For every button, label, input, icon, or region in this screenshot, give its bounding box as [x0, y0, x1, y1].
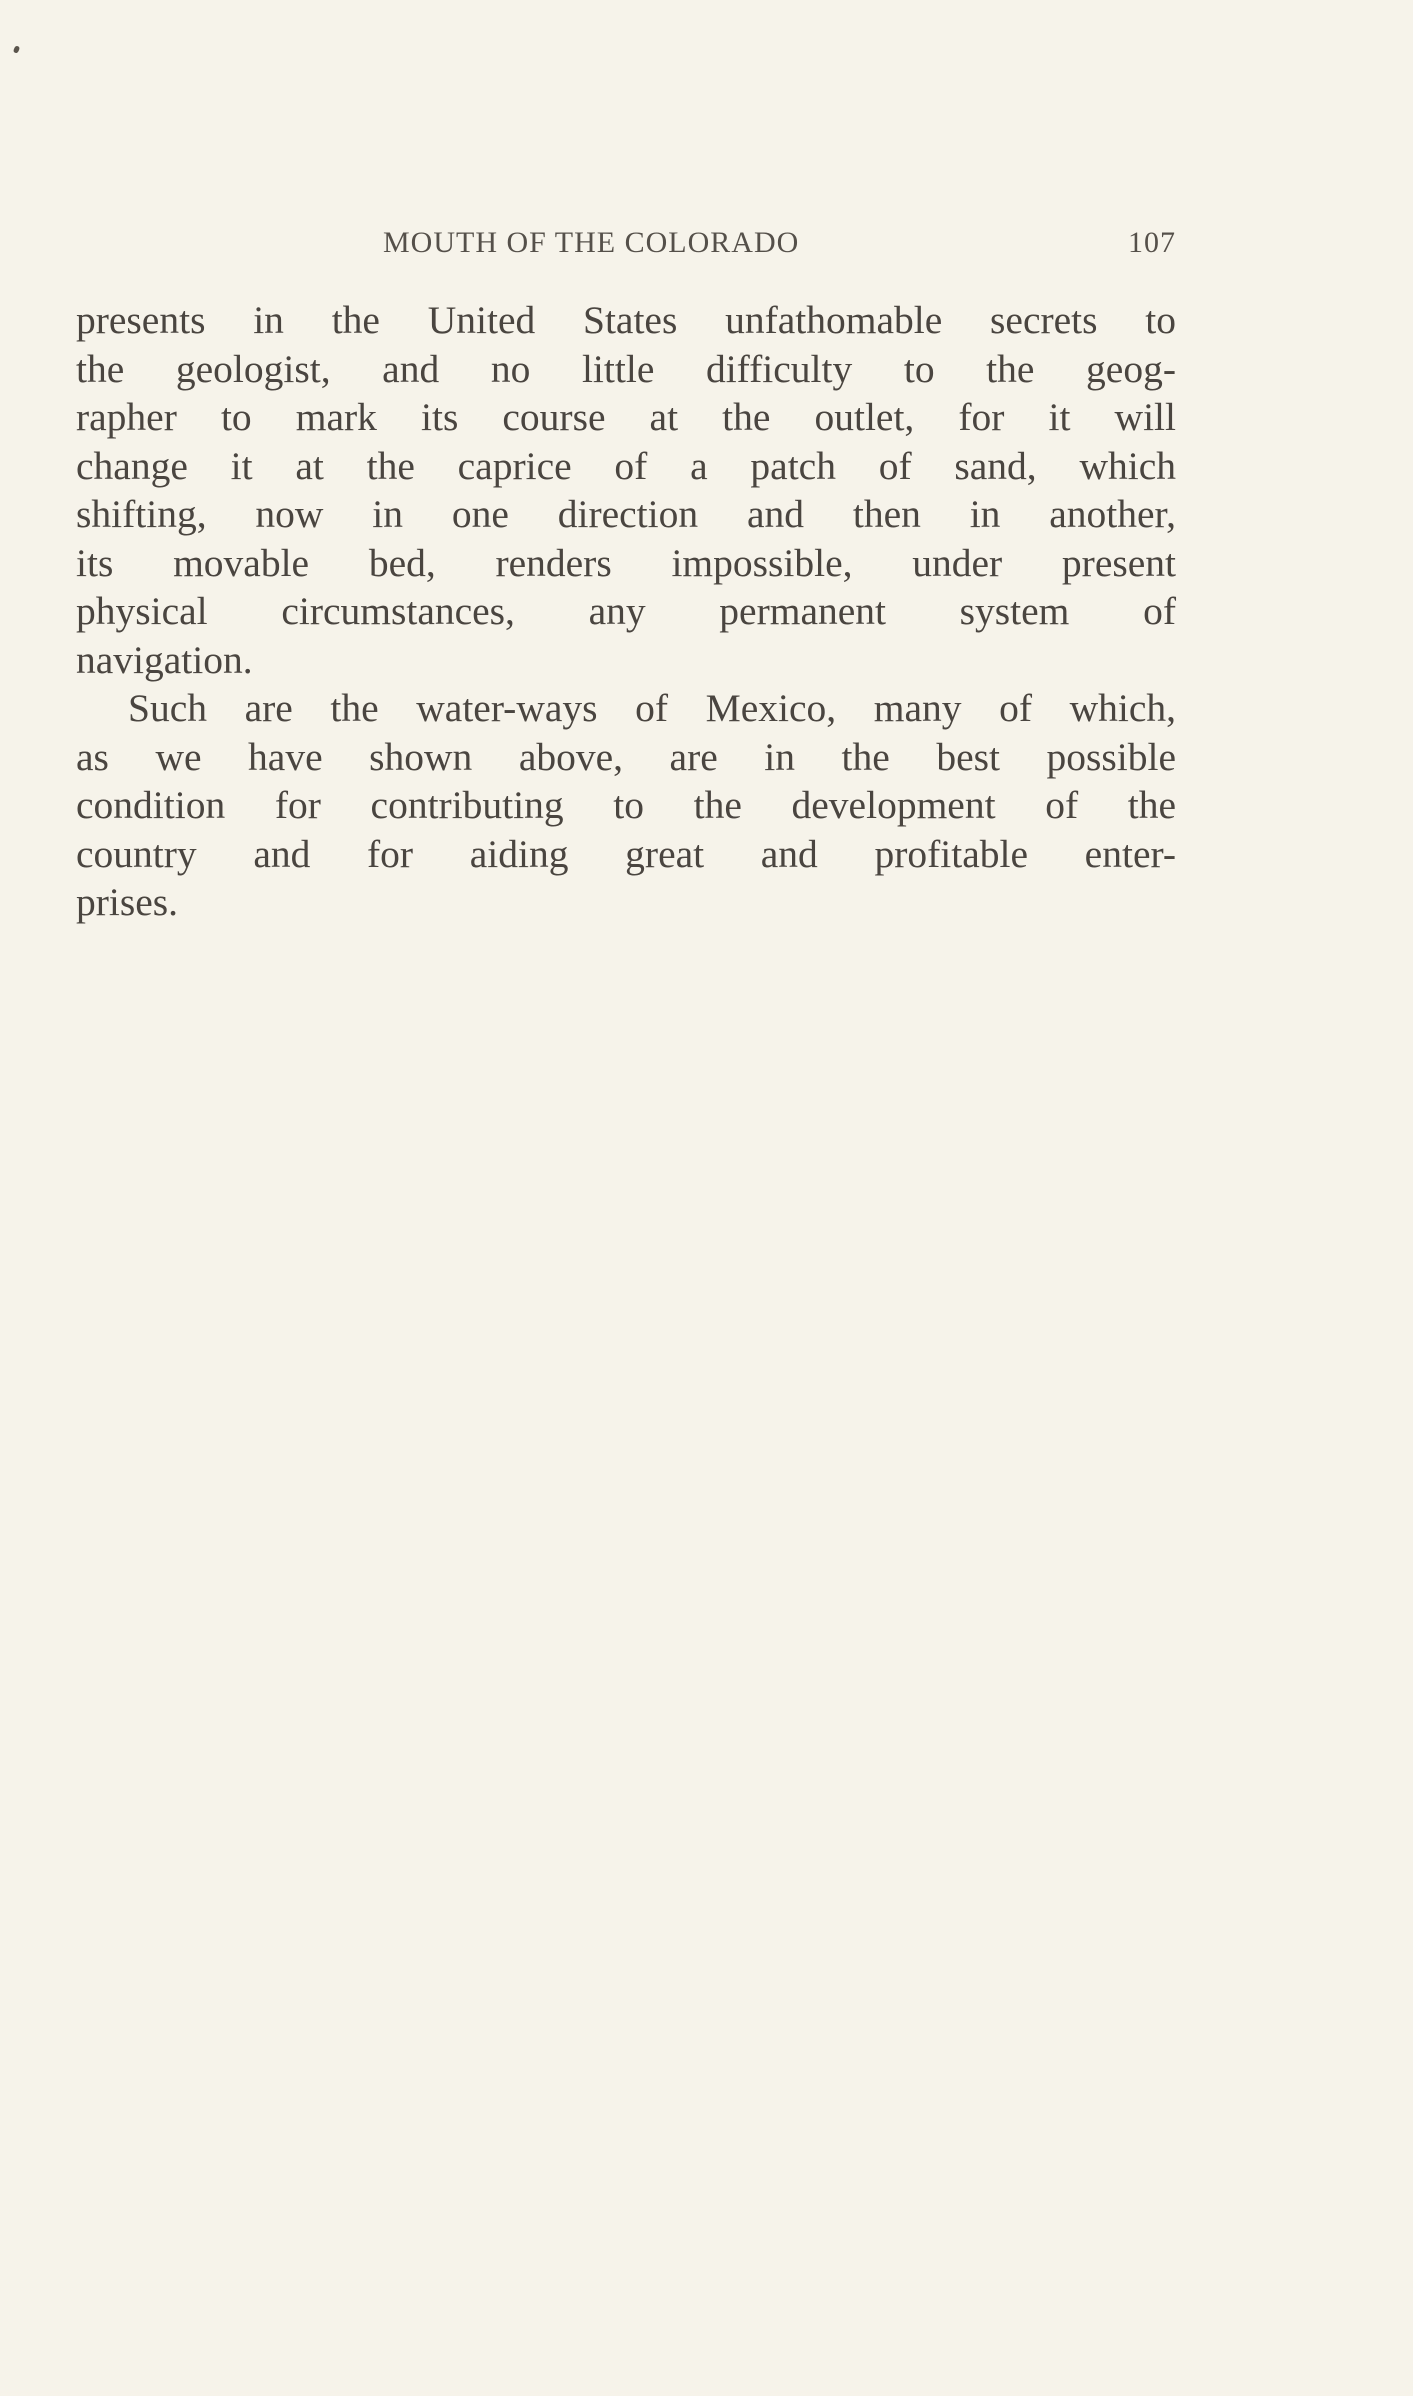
text-line: as we have shown above, are in the best possible	[76, 734, 1176, 779]
body-text	[76, 296, 1176, 927]
text-line: Such are the water-ways of Mexico, many of which,	[128, 686, 1176, 730]
paragraph-2	[76, 684, 1176, 927]
text-line: physical circumstances, any permanent system of	[76, 589, 1176, 633]
text-line: navigation.	[76, 637, 253, 682]
text-line: condition for contributing to the development of the	[76, 783, 1176, 827]
text-line: the geologist, and no little difficulty to the geog-	[76, 346, 1176, 391]
text-line: shifting, now in one direction and then in another,	[76, 492, 1176, 536]
ink-speck	[13, 45, 20, 53]
text-line: its movable bed, renders impossible, under present	[76, 540, 1176, 585]
text-line: rapher to mark its course at the outlet, for it will	[76, 395, 1176, 439]
running-head	[0, 218, 1413, 268]
text-line: prises.	[76, 880, 179, 924]
text-line: presents in the United States unfathomable secrets to	[76, 298, 1176, 342]
running-title: MOUTH OF THE COLORADO	[383, 226, 800, 259]
page-number: 107	[1128, 226, 1176, 259]
text-line: change it at the caprice of a patch of sand, which	[76, 443, 1176, 488]
paragraph-1	[76, 296, 1176, 684]
text-line: country and for aiding great and profitable enter-	[76, 831, 1176, 876]
